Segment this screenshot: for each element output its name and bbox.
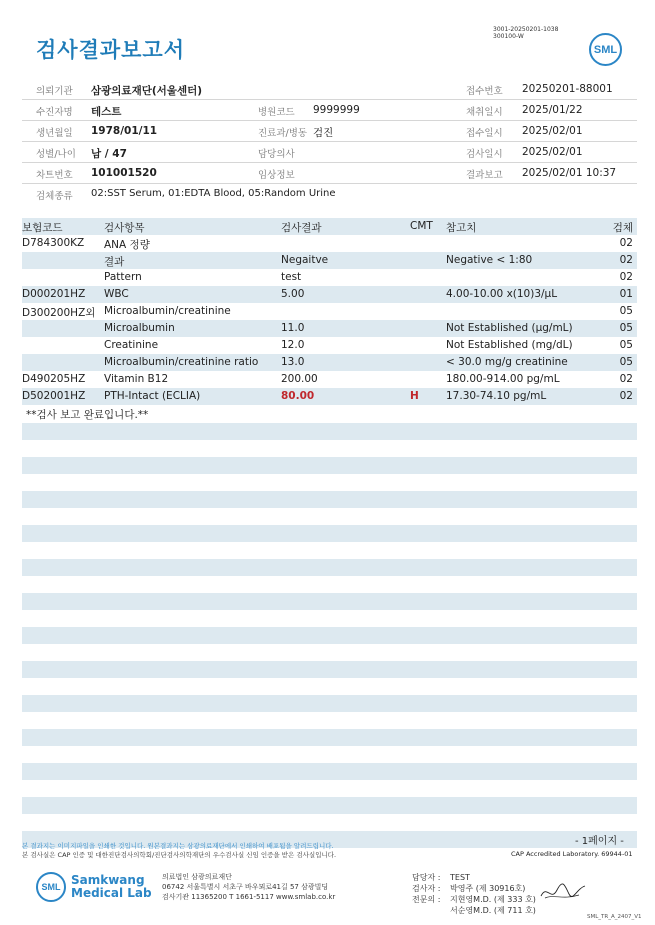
doctor-label: 담당의사: [258, 149, 295, 160]
receipt-no-value: 20250201-88001: [522, 83, 613, 95]
cell-result: 11.0: [281, 322, 305, 334]
specimen-label: 검체종류: [36, 191, 73, 202]
cell-item: Microalbumin/creatinine ratio: [104, 356, 259, 368]
staff-specialist-2: 서순영M.D. (제 711 호): [450, 906, 536, 915]
institution-value: 삼광의료재단(서울센터): [91, 85, 203, 97]
info-row: [22, 121, 637, 142]
cell-code: D502001HZ: [22, 390, 86, 402]
footer-notices: [22, 842, 336, 860]
specimen-value: 02:SST Serum, 01:EDTA Blood, 05:Random Urine: [91, 188, 336, 199]
chart-value: 101001520: [91, 167, 157, 179]
patient-value: 테스트: [91, 106, 122, 118]
collect-date-value: 2025/01/22: [522, 104, 583, 116]
receipt-no-label: 접수번호: [466, 86, 503, 97]
sex-age-label: 성별/나이: [36, 149, 76, 160]
notice-image-print: 본 결과지는 이미지파일을 인쇄한 것입니다. 원본결과지는 삼광의료재단에서 인쇄하여 배포됨을 알려드립니다.: [22, 842, 334, 850]
cell-ref: Not Established (μg/mL): [446, 322, 573, 334]
company-name-line-1: Samkwang: [71, 873, 145, 887]
cell-result: 80.00: [281, 390, 315, 402]
footer-sml-logo: [36, 872, 66, 902]
table-row: [22, 337, 637, 354]
chart-label: 차트번호: [36, 170, 73, 181]
results-table: [22, 218, 637, 405]
page-number: - 1페이지 -: [575, 836, 624, 847]
cell-ref: 180.00-914.00 pg/mL: [446, 373, 560, 385]
info-row: [22, 142, 637, 163]
table-row: [22, 354, 637, 371]
staff-specialist-1: 지현영M.D. (제 333 호): [450, 895, 536, 904]
table-row: [22, 371, 637, 388]
birth-value: 1978/01/11: [91, 125, 158, 137]
empty-result-rows: [22, 423, 637, 851]
collect-date-label: 채취일시: [466, 107, 503, 118]
staff-tester-value: 박영주 (제 30916호): [450, 884, 526, 893]
cell-result: Negaitve: [281, 254, 329, 266]
staff-tester-label: 검사자 :: [412, 884, 441, 893]
hospital-code-value: 9999999: [313, 104, 360, 116]
cell-ref: 17.30-74.10 pg/mL: [446, 390, 547, 402]
birth-label: 생년월일: [36, 128, 73, 139]
table-row: [22, 252, 637, 269]
footer-address-block: [162, 872, 335, 902]
header-item: 검사항목: [104, 222, 145, 234]
report-title: 검사결과보고서: [36, 38, 186, 62]
table-row: [22, 269, 637, 286]
header-ref: 참고치: [446, 222, 477, 234]
company-name-line-2: Medical Lab: [71, 886, 152, 900]
report-date-value: 2025/02/01 10:37: [522, 167, 617, 179]
cell-item: Microalbumin: [104, 322, 175, 334]
receive-date-value: 2025/02/01: [522, 125, 583, 137]
report-date-label: 결과보고: [466, 170, 503, 181]
cell-result: 200.00: [281, 373, 318, 385]
cell-ref: Not Established (mg/dL): [446, 339, 573, 351]
clinical-label: 임상정보: [258, 170, 295, 181]
hospital-code-label: 병원코드: [258, 107, 295, 118]
test-date-value: 2025/02/01: [522, 146, 583, 158]
cell-specimen: 02: [619, 237, 633, 249]
cell-ref: Negative < 1:80: [446, 254, 533, 266]
doc-number-line-1: 3001-20250201-1038: [493, 26, 559, 33]
cell-item: PTH-Intact (ECLIA): [104, 390, 201, 402]
staff-manager-label: 담당자 :: [412, 873, 441, 882]
patient-info-block: [22, 79, 637, 205]
footer-address: 06742 서울특별시 서초구 바우뫼로41길 57 삼광빌딩: [162, 883, 329, 891]
cell-ref: < 30.0 mg/g creatinine: [446, 356, 568, 368]
cell-result: test: [281, 271, 302, 283]
sex-age-value: 남 / 47: [91, 148, 127, 160]
cell-ref: 4.00-10.00 x(10)3/μL: [446, 288, 558, 300]
footer-logo-text: SML: [41, 882, 61, 892]
cell-specimen: 05: [619, 322, 633, 334]
cell-item: 결과: [104, 256, 125, 268]
patient-label: 수진자명: [36, 107, 73, 118]
info-row: [22, 163, 637, 184]
dept-value: 검진: [313, 127, 334, 139]
table-row: [22, 320, 637, 337]
cap-accreditation: CAP Accredited Laboratory. 69944-01: [511, 850, 633, 858]
footer-staff-block: [412, 872, 536, 916]
info-row: [22, 184, 637, 205]
staff-manager-value: TEST: [450, 873, 470, 882]
cell-specimen: 05: [619, 339, 633, 351]
form-id: SML_TR_A_2407_V1: [587, 914, 642, 920]
cell-item: Creatinine: [104, 339, 159, 351]
cell-cmt: H: [410, 390, 419, 402]
cell-specimen: 02: [619, 390, 633, 402]
header-specimen: 검체: [612, 222, 633, 234]
document-number: [493, 26, 558, 40]
footer-org: 의료법인 삼광의료재단: [162, 873, 232, 881]
table-row: [22, 388, 637, 405]
cell-item: Vitamin B12: [104, 373, 169, 385]
header-code: 보험코드: [22, 222, 63, 234]
cell-result: 13.0: [281, 356, 305, 368]
cell-specimen: 02: [619, 271, 633, 283]
header-cmt: CMT: [410, 220, 433, 232]
header-result: 검사결과: [281, 222, 322, 234]
info-row: [22, 79, 637, 100]
cell-item: ANA 정량: [104, 239, 150, 251]
cell-item: Microalbumin/creatinine: [104, 305, 231, 317]
dept-label: 진료과/병동: [258, 128, 308, 139]
info-row: [22, 100, 637, 121]
receive-date-label: 접수일시: [466, 128, 503, 139]
cell-item: Pattern: [104, 271, 142, 283]
table-row: [22, 303, 637, 320]
doc-number-line-2: 300100-W: [493, 33, 524, 40]
staff-specialist-label: 전문의 :: [412, 895, 441, 904]
footer-company-name: [71, 874, 152, 900]
table-header: [22, 218, 637, 235]
cell-specimen: 05: [619, 356, 633, 368]
table-body: [22, 235, 637, 405]
cell-specimen: 05: [619, 305, 633, 317]
cell-specimen: 02: [619, 373, 633, 385]
signature-image: [539, 880, 587, 904]
table-row: [22, 286, 637, 303]
cell-code: D300200HZ외: [22, 307, 96, 319]
cell-result: 5.00: [281, 288, 305, 300]
cell-specimen: 02: [619, 254, 633, 266]
cell-specimen: 01: [619, 288, 633, 300]
cell-result: 12.0: [281, 339, 305, 351]
footer-contact: 검사기관 11365200 T 1661-5117 www.smlab.co.kr: [162, 893, 336, 901]
test-date-label: 검사일시: [466, 149, 503, 160]
sml-logo: [589, 33, 622, 66]
logo-text: SML: [593, 44, 618, 56]
table-row: [22, 235, 637, 252]
cell-item: WBC: [104, 288, 129, 300]
institution-label: 의뢰기관: [36, 86, 73, 97]
cell-code: D784300KZ: [22, 237, 85, 249]
report-complete-text: **검사 보고 완료입니다.**: [26, 409, 149, 421]
cell-code: D490205HZ: [22, 373, 86, 385]
cell-code: D000201HZ: [22, 288, 86, 300]
notice-cap-certification: 본 검사실은 CAP 인증 및 대한진단검사의학회/진단검사의학재단의 우수검사실 신임 인증을 받은 검사실입니다.: [22, 851, 337, 859]
